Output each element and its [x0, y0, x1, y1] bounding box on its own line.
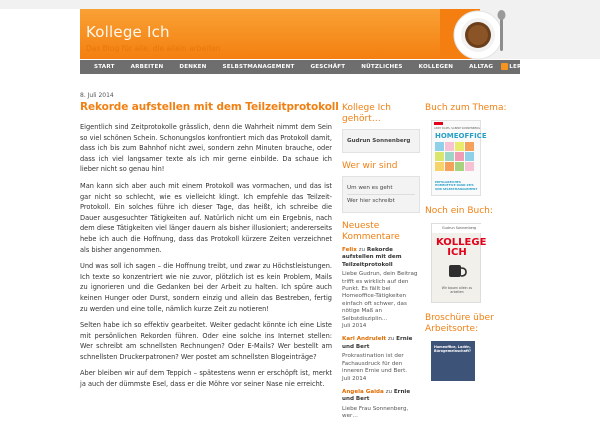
comment-post-link[interactable]: Ernie und Bert	[342, 336, 413, 350]
book-subtitle: Wir bauen allein zu arbeiten	[441, 286, 473, 294]
cup-illustration-icon	[447, 262, 467, 280]
main-content	[80, 92, 339, 396]
post-paragraph: Eigentlich sind Zeitprotokolle grässlich, denn die Wahrheit nimmt dem Sein so viel schönen Schein. Schonungslos konfrontiert mich das Protokoll damit, dass ich bis zum Bahnhof nicht zwei, sondern zehn Minuten brauche, oder dass ich viel langsamer texte als ich mir gerne einbilde. Da schaue ich lieber nicht so genau hin!	[80, 123, 332, 174]
comment-author[interactable]: Felix	[342, 247, 357, 253]
who-heading: Wer wir sind	[342, 161, 398, 171]
header-right-background	[520, 9, 600, 59]
coffee-cup-icon	[440, 9, 520, 59]
brochure-title: Homeoffice, Ladén, Bürogemeinschaft?	[434, 345, 471, 354]
book-heading: Buch zum Thema:	[425, 103, 507, 113]
post-paragraph: Selten habe ich so effektiv gearbeitet. Weiter gedacht könnte ich eine Liste mit persönlichen Rekorden führen. Oder eine solche ins Internet stellen: Wer schreibt am schnellsten Rechnungen? Oder E-Mails? Wer bestellt am schnellsten Druckerpatronen? Wer postet am schnellsten Blogeinträge?	[80, 321, 332, 361]
comment-excerpt: Liebe Gudrun, dein Beitrag trifft es wirklich auf den Punkt. Es fällt bei Homeoffice-Tätigkeiten einfach oft schwer, das nötige Maß an Selbstdisziplin…	[342, 271, 418, 322]
brochure-cover[interactable]	[431, 341, 475, 381]
nav-geschaeft[interactable]: GESCHÄFT	[310, 64, 346, 70]
comment-post-link[interactable]: Rekorde aufstellen mit dem Teilzeitprotokoll	[342, 247, 402, 268]
who-box	[342, 176, 420, 213]
coffee-cup-image	[440, 9, 520, 59]
rss-icon[interactable]	[501, 63, 508, 70]
post-paragraph: Und was soll ich sagen – die Hoffnung treibt, und zwar zu Höchstleistungen. Ich texte so konzentriert wie nie zuvor, plötzlich ist es kein Problem, Mails zu ignorieren und die Gedanken bei der Arbeit zu halten. Ich spüre auch keinen Hunger oder Durst, sondern einzig und allein das Bestreben, fertig zu werden und eine tolle, nämlich kurze Zeit zu notieren!	[80, 262, 332, 313]
nav-kollegen[interactable]: KOLLEGEN	[418, 64, 454, 70]
comment-connector: zu	[356, 247, 367, 253]
post-body	[80, 122, 332, 390]
top-strip	[0, 0, 600, 9]
site-title[interactable]: Kollege Ich	[86, 23, 170, 41]
post-paragraph: Aber bleiben wir auf dem Teppich – spätestens wenn er erschöpft ist, merkt ja auch der dümmste Esel, dass er die Möhre vor seiner Nase nie erreicht.	[80, 369, 332, 389]
book2-heading: Noch ein Buch:	[425, 206, 493, 216]
book-cover-kollege-ich[interactable]	[431, 223, 487, 303]
who-link[interactable]: Um wen es geht	[347, 185, 393, 191]
publisher-logo	[434, 122, 443, 125]
nav-denken[interactable]: DENKEN	[179, 64, 207, 70]
nav-alltag[interactable]: ALLTAG	[469, 64, 494, 70]
comment-excerpt: Prokrastination ist der Fachausdruck für den inneren Ernie und Bert.	[342, 353, 408, 375]
comment-connector: zu	[386, 336, 397, 343]
comment-excerpt: Liebe Frau Sonnenberg, wer…	[342, 405, 409, 420]
book-cover-homeoffice[interactable]	[431, 120, 487, 196]
nav-arbeiten[interactable]: ARBEITEN	[130, 64, 164, 70]
site-tagline: Das Blog für alle, die allein arbeiten	[86, 44, 221, 53]
sidebar-left	[342, 103, 420, 427]
nav-lernen[interactable]: LERNEN	[509, 64, 536, 70]
about-name[interactable]: Gudrun Sonnenberg	[347, 138, 411, 144]
sticky-notes-icon	[435, 142, 479, 178]
book-title: KOLLEGE ICH	[436, 237, 487, 258]
comment-item	[342, 247, 420, 330]
comment-date: Juli 2014	[342, 323, 367, 330]
who-link[interactable]: Wer hier schreibt	[347, 194, 415, 207]
comment-item	[342, 389, 420, 421]
book-homeoffice[interactable]	[425, 120, 520, 196]
comment-connector: zu	[383, 388, 394, 395]
book-authors: ANDY DAMS, SABINE SONNENBERG	[434, 127, 481, 130]
recent-comments	[342, 247, 420, 421]
comment-author[interactable]: Angela Gaida	[342, 388, 384, 395]
comment-author[interactable]: Karl Andrulelt	[342, 336, 387, 343]
comment-date: Juli 2014	[342, 375, 367, 382]
main-navigation	[80, 60, 536, 74]
post-paragraph: Man kann sich aber auch mit einem Protokoll was vormachen, und das ist gar nicht so schlecht, wie es vielleicht klingt. Ich empfehle das Teilzeit-Protokoll. Ein solches führe ich dieser Tage, das heißt, ich schreibe die Dauer ausgesuchter Tätigkeiten auf. Natürlich nicht um ein Ergebnis, nach dem diese Tätigkeiten viel länger dauern als bisher illusioniert; andererseits hebe ich auch die Hoffnung, dass das Protokoll kürzere Zeiten verzeichnet als bisher angenommen.	[80, 181, 332, 254]
about-box	[342, 129, 420, 153]
nav-start[interactable]: START	[94, 64, 115, 70]
sidebar-right	[425, 103, 520, 381]
book-title: HOMEOFFICE	[435, 132, 487, 140]
comment-item	[342, 336, 420, 382]
nav-nuetzliches[interactable]: NÜTZLICHES	[361, 64, 403, 70]
book-author: Gudrun Sonnenberg	[442, 226, 477, 230]
book-subtitle: ERFOLGREICHES HOMEOFFICE DANK ZEIT- UND SELBSTMANAGEMENT	[435, 180, 478, 191]
nav-selbstmanagement[interactable]: SELBSTMANAGEMENT	[222, 64, 295, 70]
comments-heading: Neueste Kommentare	[342, 221, 400, 242]
brochure-heading: Broschüre über Arbeitsorte:	[425, 313, 494, 334]
post-title[interactable]: Rekorde aufstellen mit dem Teilzeitprotokoll	[80, 101, 339, 113]
about-heading: Kollege Ich gehört…	[342, 103, 391, 124]
book-kollege-ich[interactable]	[425, 223, 520, 303]
comment-post-link[interactable]: Ernie und Bert	[342, 388, 411, 403]
brochure-arbeitsorte[interactable]	[425, 341, 520, 381]
post-date: 8. Juli 2014	[80, 92, 114, 99]
